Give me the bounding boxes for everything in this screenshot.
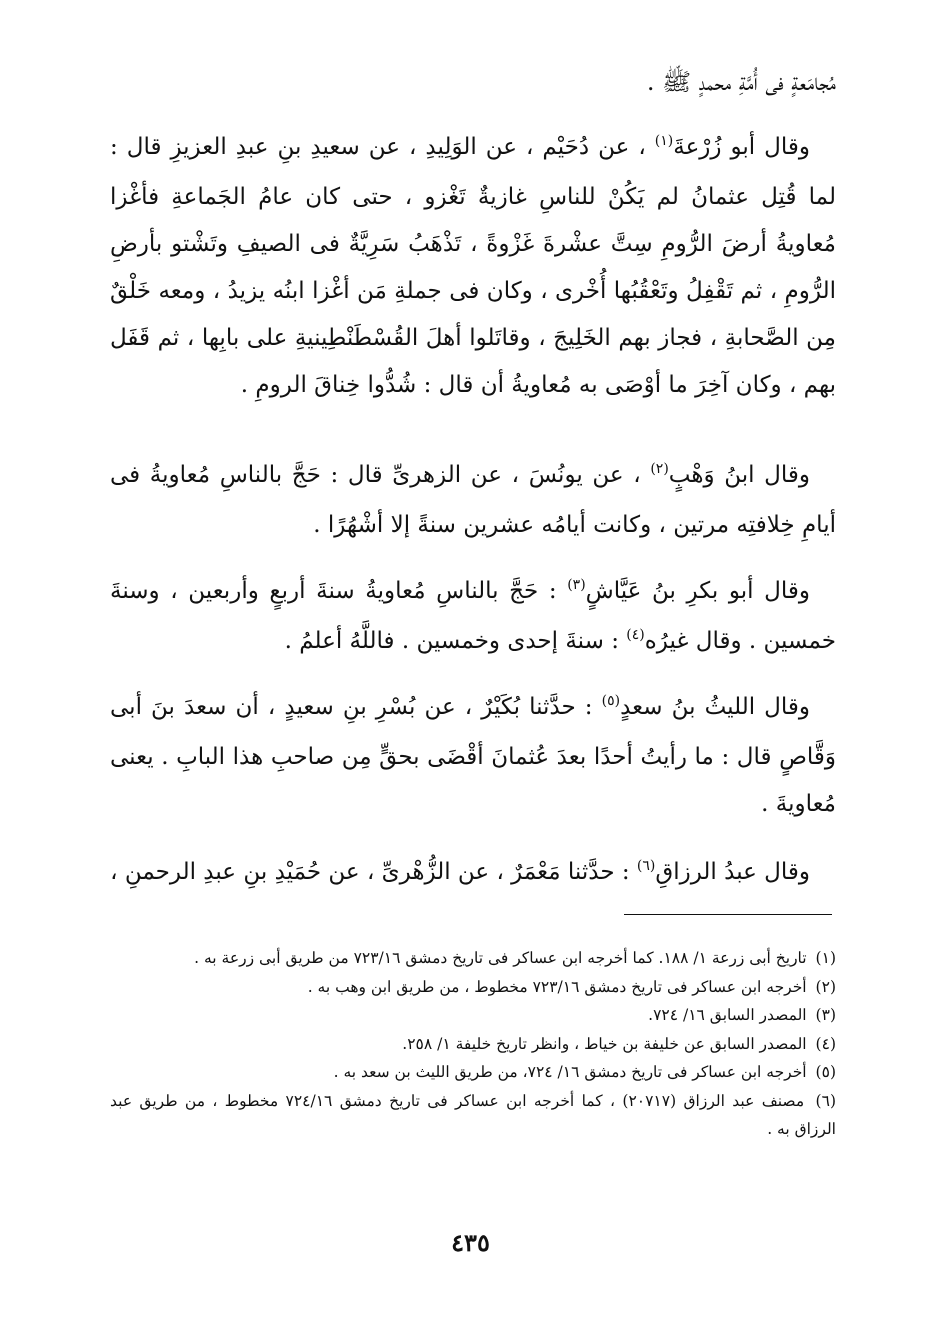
footnote-marker[interactable]: (٥) bbox=[601, 693, 621, 709]
footnote-number: (٢) bbox=[815, 977, 836, 996]
paragraph-text: وقال ابنُ وَهْبٍ bbox=[668, 462, 811, 488]
footnotes bbox=[110, 944, 836, 1144]
footnote bbox=[110, 944, 836, 973]
footnote-number: (١) bbox=[815, 949, 836, 967]
footnote-marker[interactable]: (٢) bbox=[650, 461, 669, 477]
footnote-marker[interactable]: (٦) bbox=[636, 858, 656, 874]
paragraph-ibn-wahb bbox=[110, 452, 836, 549]
paragraph-text: وقال أبو زُرْعةَ bbox=[673, 134, 810, 160]
footnote-marker[interactable]: (٤) bbox=[626, 627, 645, 643]
footnote-text: المصدر السابق عن خليفة بن خياط ، وانظر تاريخ خليفة ١/ ٢٥٨. bbox=[402, 1034, 807, 1053]
footnote-text: مصنف عبد الرزاق (٢٠٧١٧) ، كما أخرجه ابن عساكر فى تاريخ دمشق ٧٢٤/١٦ مخطوط ، من طريق عبد الرزاق به . bbox=[110, 1091, 836, 1138]
footnote bbox=[110, 1001, 836, 1030]
footnote-marker[interactable]: (١) bbox=[654, 133, 674, 149]
footnote-text: أخرجه ابن عساكر فى تاريخ دمشق ٧٢٣/١٦ مخطوط ، من طريق ابن وهب به . bbox=[307, 977, 807, 996]
paragraph-abu-zura bbox=[110, 124, 836, 409]
page-number: ٤٣٥ bbox=[451, 1228, 490, 1257]
footnote-number: (٥) bbox=[815, 1063, 836, 1081]
footnote-text: المصدر السابق ١٦/ ٧٢٤. bbox=[648, 1006, 807, 1024]
continued-line-text: مُجامَعةٍ فى أُمَّةِ محمدٍ ﷺ . bbox=[646, 68, 836, 96]
footnote-divider bbox=[624, 914, 832, 915]
paragraph-text: وقال الليثُ بنُ سعدٍ bbox=[620, 694, 810, 720]
footnote bbox=[110, 973, 836, 1002]
continued-line bbox=[110, 62, 836, 102]
footnote bbox=[110, 1030, 836, 1059]
paragraph-text: : حَجَّ بالناسِ مُعاويةُ سنةَ أربعٍ وأربعين ، وسنةَ خمسين . وقال غيرُه bbox=[110, 578, 836, 654]
paragraph-text: ، عن دُحَيْم ، عن الوَلِيدِ ، عن سعيدِ بنِ عبدِ العزيزِ قال : لما قُتِل عثمانُ لم يَكُنْ للناسِ غازيةٌ تَغْزو ، حتى كان عامُ الجَماعةِ فأغْزا مُعاويةُ أرضَ الرُّومِ سِتَّ عشْرةَ غَزْوةً ، تَذْهَبُ سَرِيَّةٌ فى الصيفِ وتَشْتو بأرضِ الرُّومِ ، ثم تَقْفِلُ وتَعْقُبُها أُخْرى ، وكان فى جملةِ مَن أغْزا ابنُه يزيدُ ، ومعه خَلْقٌ مِن الصَّحابةِ ، فجاز بهم الخَلِيجَ ، وقاتَلوا أهلَ القُسْطَنْطِينيةِ على بابِها ، ثم قَفَل بهم ، وكان آخِرَ ما أوْصَى به مُعاويةُ أن قال : شُدُّوا خِناقَ الرومِ . bbox=[110, 134, 836, 398]
paragraph-text: وقال أبو بكرِ بنُ عَيَّاشٍ bbox=[585, 578, 810, 604]
footnote-text: تاريخ أبى زرعة ١/ ١٨٨. كما أخرجه ابن عساكر فى تاريخ دمشق ٧٢٣/١٦ من طريق أبى زرعة به . bbox=[194, 949, 807, 967]
paragraph-abu-bakr bbox=[110, 568, 836, 668]
paragraph-layth bbox=[110, 684, 836, 828]
paragraph-text: وقال عبدُ الرزاقِ bbox=[655, 859, 810, 885]
footnote-number: (٤) bbox=[815, 1034, 836, 1053]
paragraph-text: : حدَّثنا بُكَيْرٌ ، عن بُسْرِ بنِ سعيدٍ ، أن سعدَ بنَ أبى وَقَّاصٍ قال : ما رأيتُ أحدًا بعدَ عُثمانَ أقْضَى بحقٍّ مِن صاحبِ هذا البابِ . يعنى مُعاويةَ . bbox=[110, 694, 836, 817]
footnote bbox=[110, 1087, 836, 1144]
paragraph-text: ، عن يونُسَ ، عن الزهرىِّ قال : حَجَّ بالناسِ مُعاويةُ فى أيامِ خِلافتِه مرتين ، وكانت أيامُه عشرين سنةً إلا أشْهُرًا . bbox=[110, 462, 836, 538]
footnote-number: (٣) bbox=[815, 1006, 836, 1024]
paragraph-text: : حدَّثنا مَعْمَرٌ ، عن الزُّهْرىِّ ، عن حُمَيْدِ بنِ عبدِ الرحمنِ ، bbox=[110, 859, 637, 885]
paragraph-abd-al-razzaq bbox=[110, 849, 836, 899]
footnote-marker[interactable]: (٣) bbox=[567, 577, 586, 593]
footnote-number: (٦) bbox=[815, 1091, 836, 1110]
footnote bbox=[110, 1058, 836, 1087]
footnote-text: أخرجه ابن عساكر فى تاريخ دمشق ١٦/ ٧٢٤، من طريق الليث بن سعد به . bbox=[333, 1063, 807, 1081]
paragraph-text: : سنةَ إحدى وخمسين . فاللَّهُ أعلمُ . bbox=[284, 628, 627, 654]
